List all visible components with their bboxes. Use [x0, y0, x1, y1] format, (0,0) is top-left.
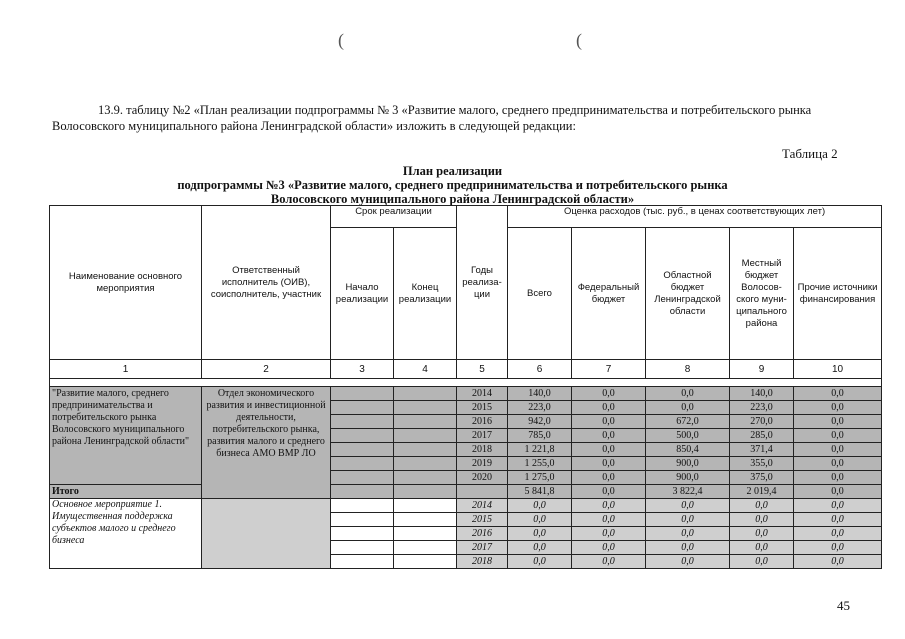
total-cell: 1 221,8 — [508, 443, 572, 457]
intro-paragraph: 13.9. таблицу №2 «План реализации подпрограммы № 3 «Развитие малого, среднего предпринимательства и потребительского рынка Волосовского муниципального района Ленинградской области» изложить в следующей редакции: — [52, 103, 812, 133]
federal-cell: 0,0 — [572, 499, 646, 513]
start-cell — [331, 429, 394, 443]
header-period: Срок реализации — [331, 206, 457, 228]
end-cell — [394, 541, 457, 555]
year-cell: 2018 — [457, 443, 508, 457]
local-cell: 140,0 — [730, 387, 794, 401]
col-number: 3 — [331, 360, 394, 379]
header-total: Всего — [508, 228, 572, 360]
local-cell: 285,0 — [730, 429, 794, 443]
table-row — [50, 499, 882, 513]
local-cell: 0,0 — [730, 541, 794, 555]
end-cell — [394, 457, 457, 471]
federal-cell: 0,0 — [572, 527, 646, 541]
header-start: Начало реализации — [331, 228, 394, 360]
scan-mark-left: ( — [338, 30, 344, 50]
itogo-row — [50, 485, 882, 499]
total-cell: 5 841,8 — [508, 485, 572, 499]
start-cell — [331, 443, 394, 457]
year-cell: 2014 — [457, 499, 508, 513]
year-cell: 2015 — [457, 401, 508, 415]
header-local: Местный бюджет Волосов-ского муни-ципального района — [730, 228, 794, 360]
other-cell: 0,0 — [794, 429, 882, 443]
other-cell: 0,0 — [794, 555, 882, 569]
federal-cell: 0,0 — [572, 387, 646, 401]
year-cell: 2015 — [457, 513, 508, 527]
federal-cell: 0,0 — [572, 457, 646, 471]
subprogram-name: "Развитие малого, среднего предпринимательства и потребительского рынка Волосовского муниципального района Ленинградской области" — [50, 387, 202, 485]
total-cell: 0,0 — [508, 541, 572, 555]
executor-cell: Отдел экономического развития и инвестиционной деятельности, потребительского рынка, развития малого и среднего бизнеса АМО ВМР ЛО — [202, 387, 331, 499]
start-cell — [331, 485, 394, 499]
start-cell — [331, 415, 394, 429]
header-executor: Ответственный исполнитель (ОИВ), соисполнитель, участник — [202, 206, 331, 360]
regional-cell: 0,0 — [646, 541, 730, 555]
col-number: 5 — [457, 360, 508, 379]
federal-cell: 0,0 — [572, 555, 646, 569]
regional-cell: 900,0 — [646, 457, 730, 471]
start-cell — [331, 513, 394, 527]
local-cell: 0,0 — [730, 555, 794, 569]
start-cell — [331, 387, 394, 401]
end-cell — [394, 387, 457, 401]
federal-cell: 0,0 — [572, 443, 646, 457]
total-cell: 0,0 — [508, 513, 572, 527]
end-cell — [394, 471, 457, 485]
other-cell: 0,0 — [794, 499, 882, 513]
year-cell: 2017 — [457, 429, 508, 443]
header-regional: Областной бюджет Ленинградской области — [646, 228, 730, 360]
total-cell: 140,0 — [508, 387, 572, 401]
end-cell — [394, 555, 457, 569]
col-number: 7 — [572, 360, 646, 379]
col-number: 9 — [730, 360, 794, 379]
table-number: Таблица 2 — [782, 146, 838, 161]
end-cell — [394, 415, 457, 429]
title-line-2: подпрограммы №3 «Развитие малого, среднего предпринимательства и потребительского рынка — [177, 178, 728, 192]
other-cell: 0,0 — [794, 415, 882, 429]
end-cell — [394, 401, 457, 415]
other-cell: 0,0 — [794, 387, 882, 401]
year-cell — [457, 485, 508, 499]
title-line-1: План реализации — [402, 164, 503, 178]
title-line-3: Волосовского муниципального района Ленинградской области» — [270, 192, 635, 206]
federal-cell: 0,0 — [572, 485, 646, 499]
header-name: Наименование основного мероприятия — [50, 206, 202, 360]
header-years: Годы реализа-ции — [457, 206, 508, 360]
local-cell: 270,0 — [730, 415, 794, 429]
federal-cell: 0,0 — [572, 401, 646, 415]
other-cell: 0,0 — [794, 457, 882, 471]
year-cell: 2016 — [457, 415, 508, 429]
other-cell: 0,0 — [794, 513, 882, 527]
year-cell: 2016 — [457, 527, 508, 541]
local-cell: 0,0 — [730, 527, 794, 541]
start-cell — [331, 499, 394, 513]
local-cell: 371,4 — [730, 443, 794, 457]
regional-cell: 900,0 — [646, 471, 730, 485]
start-cell — [331, 527, 394, 541]
local-cell: 355,0 — [730, 457, 794, 471]
local-cell: 2 019,4 — [730, 485, 794, 499]
col-number: 4 — [394, 360, 457, 379]
start-cell — [331, 555, 394, 569]
federal-cell: 0,0 — [572, 513, 646, 527]
other-cell: 0,0 — [794, 443, 882, 457]
local-cell: 0,0 — [730, 499, 794, 513]
other-cell: 0,0 — [794, 527, 882, 541]
start-cell — [331, 457, 394, 471]
local-cell: 0,0 — [730, 513, 794, 527]
other-cell: 0,0 — [794, 401, 882, 415]
header-other: Прочие источники финансирования — [794, 228, 882, 360]
table-row — [50, 387, 882, 401]
local-cell: 223,0 — [730, 401, 794, 415]
total-cell: 785,0 — [508, 429, 572, 443]
total-cell: 0,0 — [508, 499, 572, 513]
regional-cell: 850,4 — [646, 443, 730, 457]
end-cell — [394, 499, 457, 513]
federal-cell: 0,0 — [572, 471, 646, 485]
year-cell: 2017 — [457, 541, 508, 555]
regional-cell: 672,0 — [646, 415, 730, 429]
page-number: 45 — [837, 598, 850, 613]
regional-cell: 0,0 — [646, 555, 730, 569]
year-cell: 2018 — [457, 555, 508, 569]
spacer-row — [50, 379, 882, 387]
end-cell — [394, 429, 457, 443]
year-cell: 2020 — [457, 471, 508, 485]
federal-cell: 0,0 — [572, 415, 646, 429]
regional-cell: 0,0 — [646, 401, 730, 415]
col-number: 2 — [202, 360, 331, 379]
regional-cell: 0,0 — [646, 527, 730, 541]
col-number: 10 — [794, 360, 882, 379]
total-cell: 0,0 — [508, 527, 572, 541]
total-cell: 1 255,0 — [508, 457, 572, 471]
federal-cell: 0,0 — [572, 541, 646, 555]
total-cell: 0,0 — [508, 555, 572, 569]
header-end: Конец реализации — [394, 228, 457, 360]
plan-table — [49, 205, 882, 569]
column-number-row — [50, 360, 882, 379]
end-cell — [394, 513, 457, 527]
total-cell: 1 275,0 — [508, 471, 572, 485]
start-cell — [331, 471, 394, 485]
col-number: 6 — [508, 360, 572, 379]
header-costs: Оценка расходов (тыс. руб., в ценах соответствующих лет) — [508, 206, 882, 228]
header-federal: Федеральный бюджет — [572, 228, 646, 360]
total-cell: 223,0 — [508, 401, 572, 415]
other-cell: 0,0 — [794, 485, 882, 499]
regional-cell: 0,0 — [646, 499, 730, 513]
local-cell: 375,0 — [730, 471, 794, 485]
other-cell: 0,0 — [794, 471, 882, 485]
regional-cell: 3 822,4 — [646, 485, 730, 499]
end-cell — [394, 485, 457, 499]
measure-name: Основное мероприятие 1. Имущественная поддержка субъектов малого и среднего бизнеса — [50, 499, 202, 569]
start-cell — [331, 401, 394, 415]
regional-cell: 0,0 — [646, 513, 730, 527]
end-cell — [394, 527, 457, 541]
itogo-label: Итого — [50, 485, 202, 499]
total-cell: 942,0 — [508, 415, 572, 429]
start-cell — [331, 541, 394, 555]
end-cell — [394, 443, 457, 457]
year-cell: 2019 — [457, 457, 508, 471]
year-cell: 2014 — [457, 387, 508, 401]
scan-mark-right: ( — [576, 30, 582, 50]
col-number: 8 — [646, 360, 730, 379]
executor-cell — [202, 499, 331, 569]
regional-cell: 0,0 — [646, 387, 730, 401]
federal-cell: 0,0 — [572, 429, 646, 443]
regional-cell: 500,0 — [646, 429, 730, 443]
other-cell: 0,0 — [794, 541, 882, 555]
col-number: 1 — [50, 360, 202, 379]
